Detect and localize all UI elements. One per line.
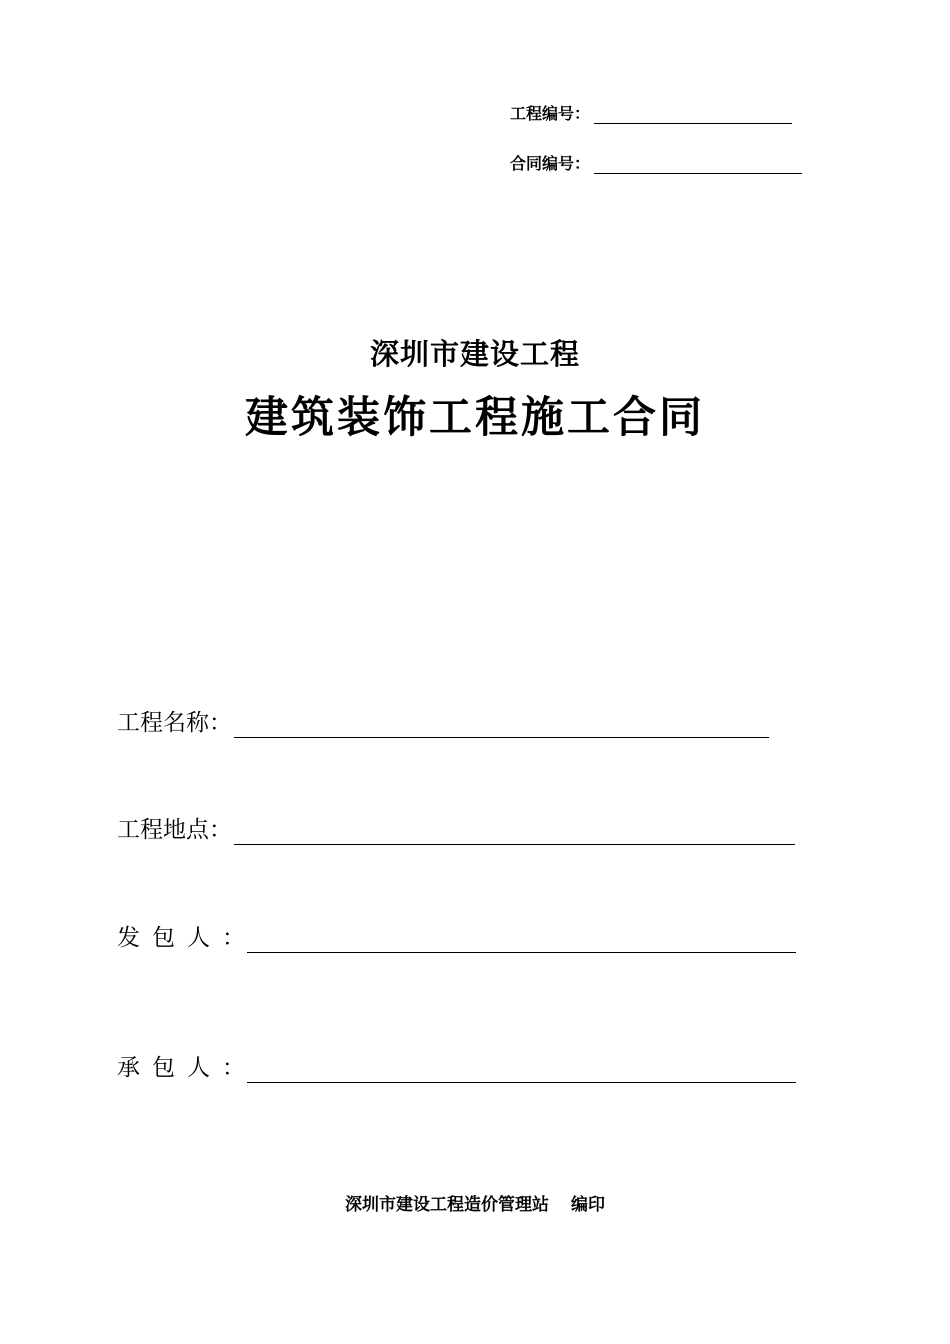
footer-action: 编印 [571,1195,605,1215]
employer-row [117,923,796,953]
project-location-row [117,815,795,845]
project-number-blank[interactable] [594,109,792,124]
contract-number-label: 合同编号： [510,154,591,173]
cover-subtitle: 深圳市建设工程 [369,337,580,371]
project-name-row [117,708,769,738]
project-name-label: 工程名称： [117,710,232,736]
employer-blank[interactable] [247,930,796,953]
project-name-blank[interactable] [234,715,769,738]
footer-issuer: 深圳市建设工程造价管理站 [345,1195,549,1215]
contract-number-row [510,154,802,174]
project-location-label: 工程地点： [117,817,232,843]
cover-title: 建筑装饰工程施工合同 [245,393,705,443]
publisher-footer [0,1193,950,1217]
project-number-row [510,104,792,124]
contractor-blank[interactable] [247,1060,796,1083]
employer-label: 发包人： [117,925,245,951]
contract-number-blank[interactable] [594,159,802,174]
project-number-label: 工程编号： [510,104,591,123]
contractor-label: 承包人： [117,1055,245,1081]
project-location-blank[interactable] [234,822,795,845]
contractor-row [117,1053,796,1083]
